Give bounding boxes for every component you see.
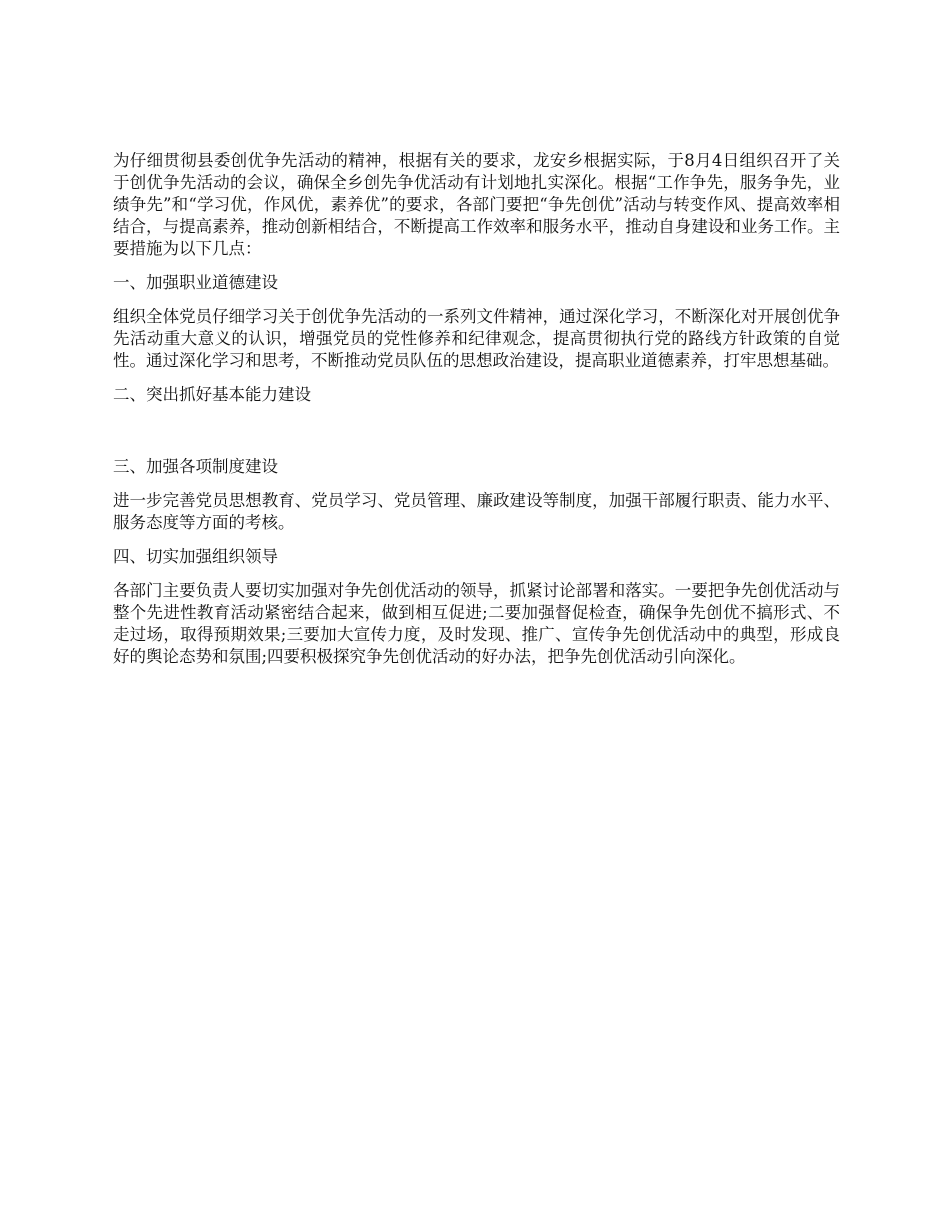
section-heading-4: 四、切实加强组织领导 [113,547,278,566]
section-body-3: 进一步完善党员思想教育、党员学习、党员管理、廉政建设等制度，加强干部履行职责、能力水平、服务态度等方面的考核。 [113,491,840,532]
section-heading-3: 三、加强各项制度建设 [113,457,278,476]
empty-section-gap [113,418,840,456]
section-heading-1: 一、加强职业道德建设 [113,273,278,292]
section-body-1: 组织全体党员仔细学习关于创优争先活动的一系列文件精神，通过深化学习，不断深化对开展创优争先活动重大意义的认识，增强党员的党性修养和纪律观念，提高贯彻执行党的路线方针政策的自觉性。通过深化学习和思考，不断推动党员队伍的思想政治建设，提高职业道德素养，打牢思想基础。 [113,307,840,370]
section-body-4: 各部门主要负责人要切实加强对争先创优活动的领导，抓紧讨论部署和落实。一要把争先创优活动与整个先进性教育活动紧密结合起来，做到相互促进;二要加强督促检查，确保争先创优不搞形式、不走过场，取得预期效果;三要加大宣传力度，及时发现、推广、宣传争先创优活动中的典型，形成良好的舆论态势和氛围;四要积极探究争先创优活动的好办法，把争先创优活动引向深化。 [113,581,840,666]
intro-paragraph: 为仔细贯彻县委创优争先活动的精神，根据有关的要求，龙安乡根据实际，于8月4日组织召开了关于创优争先活动的会议，确保全乡创先争优活动有计划地扎实深化。根据“工作争先，服务争先，业绩争先”和“学习优，作风优，素养优”的要求，各部门要把“争先创优”活动与转变作风、提高效率相结合，与提高素养，推动创新相结合，不断提高工作效率和服务水平，推动自身建设和业务工作。主要措施为以下几点： [113,151,840,258]
section-heading-2: 二、突出抓好基本能力建设 [113,385,311,404]
document-page [113,150,840,680]
